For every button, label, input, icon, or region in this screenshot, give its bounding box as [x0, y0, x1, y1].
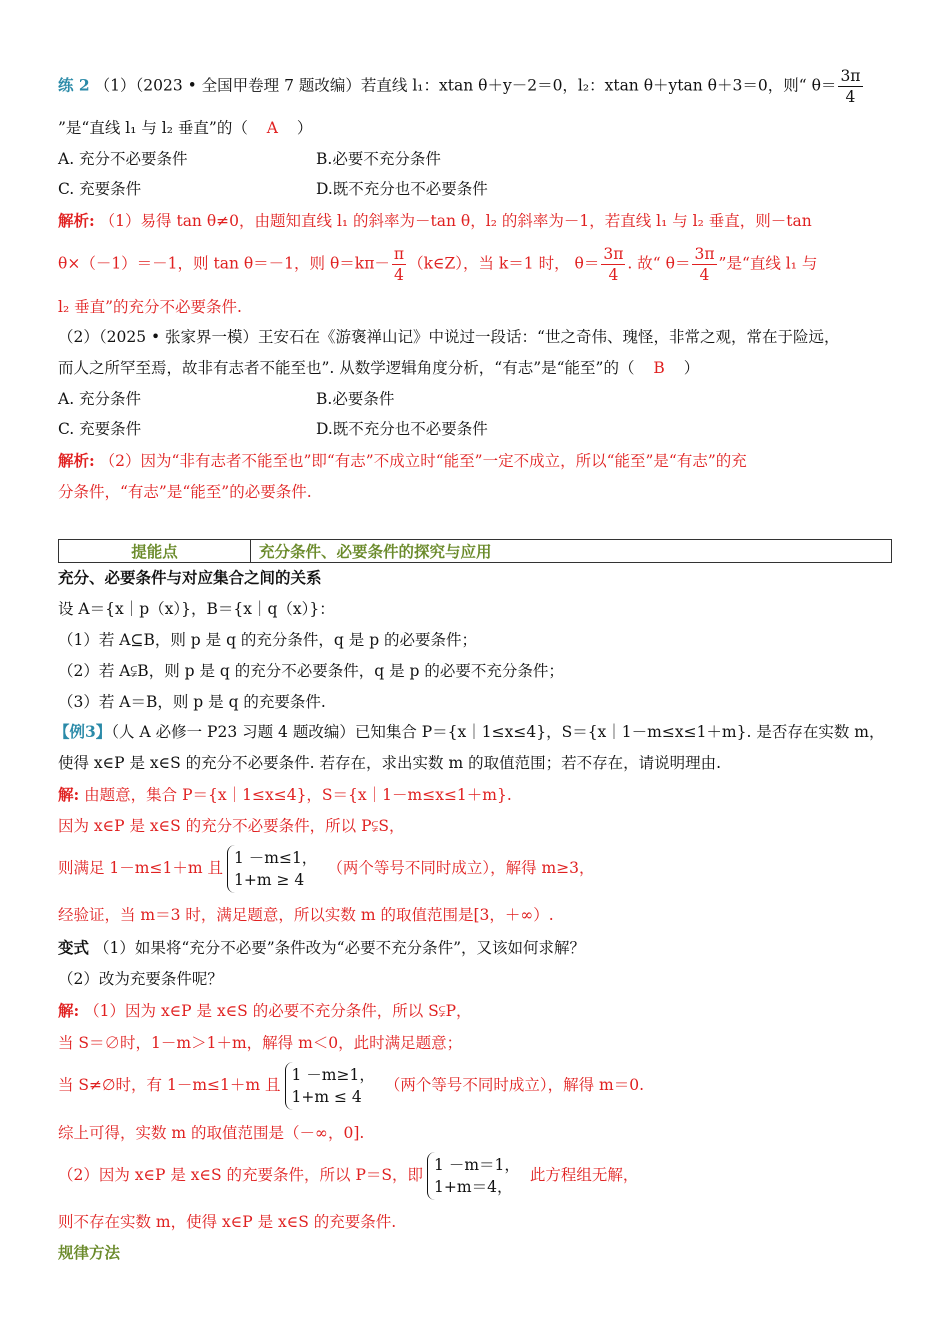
ex2-q2-options-row1: [58, 388, 395, 410]
solution-label: 解析:: [58, 451, 95, 470]
ex2-sol2-line2: 分条件，“有志”是“能至”的必要条件.: [58, 483, 312, 501]
solution-label: 解:: [58, 1001, 80, 1020]
example3-sol-line1: 解: 由题意，集合 P＝{x｜1≤x≤4}，S＝{x｜1－m≤x≤1＋m}.: [58, 785, 512, 804]
ex2-q2-options-row2: [58, 418, 488, 440]
solution-label: 解:: [58, 785, 80, 804]
variant-s1-line1: 解: （1）因为 x∈P 是 x∈S 的必要不充分条件，所以 S⫋P，: [58, 1001, 472, 1020]
theory-intro: 设 A＝{x｜p（x）}，B＝{x｜q（x）}：: [58, 600, 335, 618]
ex2-sol1-line1: 解析: （1）易得 tan θ≠0，由题知直线 l₁ 的斜率为－tan θ，l₂ 的斜率为－1，若直线 l₁ 与 l₂ 垂直，则－tan: [58, 211, 812, 230]
option-b: B.必要不充分条件: [316, 150, 441, 168]
equation-system: 1 －m≤1， 1+m ≥ 4: [227, 845, 323, 893]
theory-item-3: （3）若 A＝B，则 p 是 q 的充要条件.: [58, 693, 326, 711]
fraction: $\frac{3\pi}{4}$: [840, 67, 861, 106]
example3-line2: 使得 x∈P 是 x∈S 的充分不必要条件. 若存在，求出实数 m 的取值范围；若不存在，请说明理由.: [58, 754, 722, 772]
solution-label: 解析:: [58, 211, 95, 230]
variant-s2-line1: （2）因为 x∈P 是 x∈S 的充要条件，所以 P＝S，即 1 －m＝1， 1+m＝4， 此方程组无解，: [58, 1152, 638, 1200]
fraction: $\frac{3\pi}{4}$: [603, 245, 624, 284]
option-a: A. 充分不必要条件: [58, 150, 188, 168]
ex2-q1-line2: ”是“直线 l₁ 与 l₂ 垂直”的（ A ）: [58, 119, 313, 137]
ex2-sol1-line2: θ×（－1）＝－1，则 tan θ＝－1，则 θ＝kπ－ $\frac{\pi}{4}$ （k∈Z），当 k＝1 时， θ＝ $\frac{3\pi}{4}$ . 故“ θ＝ $\frac{3\pi}{4}$ ”是“直线 l₁ 与: [58, 245, 818, 284]
variant-s1-line3: 当 S≠∅时，有 1－m≤1＋m 且 1 －m≥1， 1+m ≤ 4 （两个等号不同时成立），解得 m＝0.: [58, 1062, 644, 1110]
option-a: A. 充分条件: [58, 390, 142, 408]
fraction: $\frac{3\pi}{4}$: [694, 245, 715, 284]
method-heading: 规律方法: [58, 1244, 121, 1262]
variant-s2-line2: 则不存在实数 m，使得 x∈P 是 x∈S 的充要条件.: [58, 1213, 397, 1231]
equation-system: 1 －m≥1， 1+m ≤ 4: [285, 1062, 381, 1110]
ex2-q2-line2: 而人之所罕至焉，故非有志者不能至也”. 从数学逻辑角度分析，“有志”是“能至”的（ B ）: [58, 359, 700, 377]
ex2-q2-answer: B: [653, 359, 665, 377]
example3-line1: 【例3】（人 A 必修一 P23 习题 4 题改编）已知集合 P＝{x｜1≤x≤4}，S＝{x｜1－m≤x≤1＋m}. 是否存在实数 m，: [54, 722, 885, 741]
example3-sol-line4: 经验证，当 m＝3 时，满足题意，所以实数 m 的取值范围是[3，＋∞）.: [58, 906, 554, 924]
option-b: B.必要条件: [316, 390, 395, 408]
ex2-sol2-line1: 解析: （2）因为“非有志者不能至也”即“有志”不成立时“能至”一定不成立，所以“能至”是“有志”的充: [58, 451, 747, 470]
equation-system: 1 －m＝1， 1+m＝4，: [427, 1152, 526, 1200]
example3-sol-line3: 则满足 1－m≤1＋m 且 1 －m≤1， 1+m ≥ 4 （两个等号不同时成立），解得 m≥3，: [58, 845, 595, 893]
ex2-label: 练 2: [58, 75, 90, 95]
theory-item-1: （1）若 A⊆B，则 p 是 q 的充分条件，q 是 p 的必要条件；: [58, 631, 478, 649]
option-c: C. 充要条件: [58, 420, 142, 438]
ex2-q2-line1: （2）（2025 • 张家界一模）王安石在《游褒禅山记》中说过一段话：“世之奇伟、瑰怪，非常之观，常在于险远，: [58, 328, 840, 346]
option-c: C. 充要条件: [58, 180, 142, 198]
ex2-q1-answer: A: [266, 119, 278, 137]
variant-s1-line4: 综上可得，实数 m 的取值范围是（－∞，0].: [58, 1124, 365, 1142]
ex2-sol1-line3: l₂ 垂直”的充分不必要条件.: [58, 298, 242, 316]
variant-label: 变式: [58, 939, 90, 957]
section-header-bar: [58, 539, 892, 563]
ex2-q1-options-row2: [58, 178, 488, 200]
theory-item-2: （2）若 A⫋B，则 p 是 q 的充分不必要条件，q 是 p 的必要不充分条件；: [58, 662, 564, 680]
theory-heading: 充分、必要条件与对应集合之间的关系: [58, 569, 322, 587]
example3-sol-line2: 因为 x∈P 是 x∈S 的充分不必要条件，所以 P⫋S，: [58, 817, 405, 835]
ex2-q1-options-row1: [58, 148, 441, 170]
ex2-q1-line1: [58, 66, 865, 107]
fraction: $\frac{\pi}{4}$: [393, 245, 405, 284]
section-title: 充分条件、必要条件的探究与应用: [251, 540, 892, 563]
option-d: D.既不充分也不必要条件: [316, 180, 488, 198]
variant-q1: 变式 （1）如果将“充分不必要”条件改为“必要不充分条件”，又该如何求解？: [58, 939, 586, 957]
section-tag: 提能点: [59, 540, 251, 563]
variant-s1-line2: 当 S＝∅时，1－m＞1＋m，解得 m＜0，此时满足题意；: [58, 1034, 463, 1052]
variant-q2: （2）改为充要条件呢？: [58, 970, 223, 988]
example3-label: 【例3】: [54, 722, 112, 741]
option-d: D.既不充分也不必要条件: [316, 420, 488, 438]
ex2-q1-text: （1）（2023 • 全国甲卷理 7 题改编）若直线 l₁：xtan θ＋y－2＝0，l₂：xtan θ＋ytan θ＋3＝0，则“ θ＝: [94, 76, 837, 95]
